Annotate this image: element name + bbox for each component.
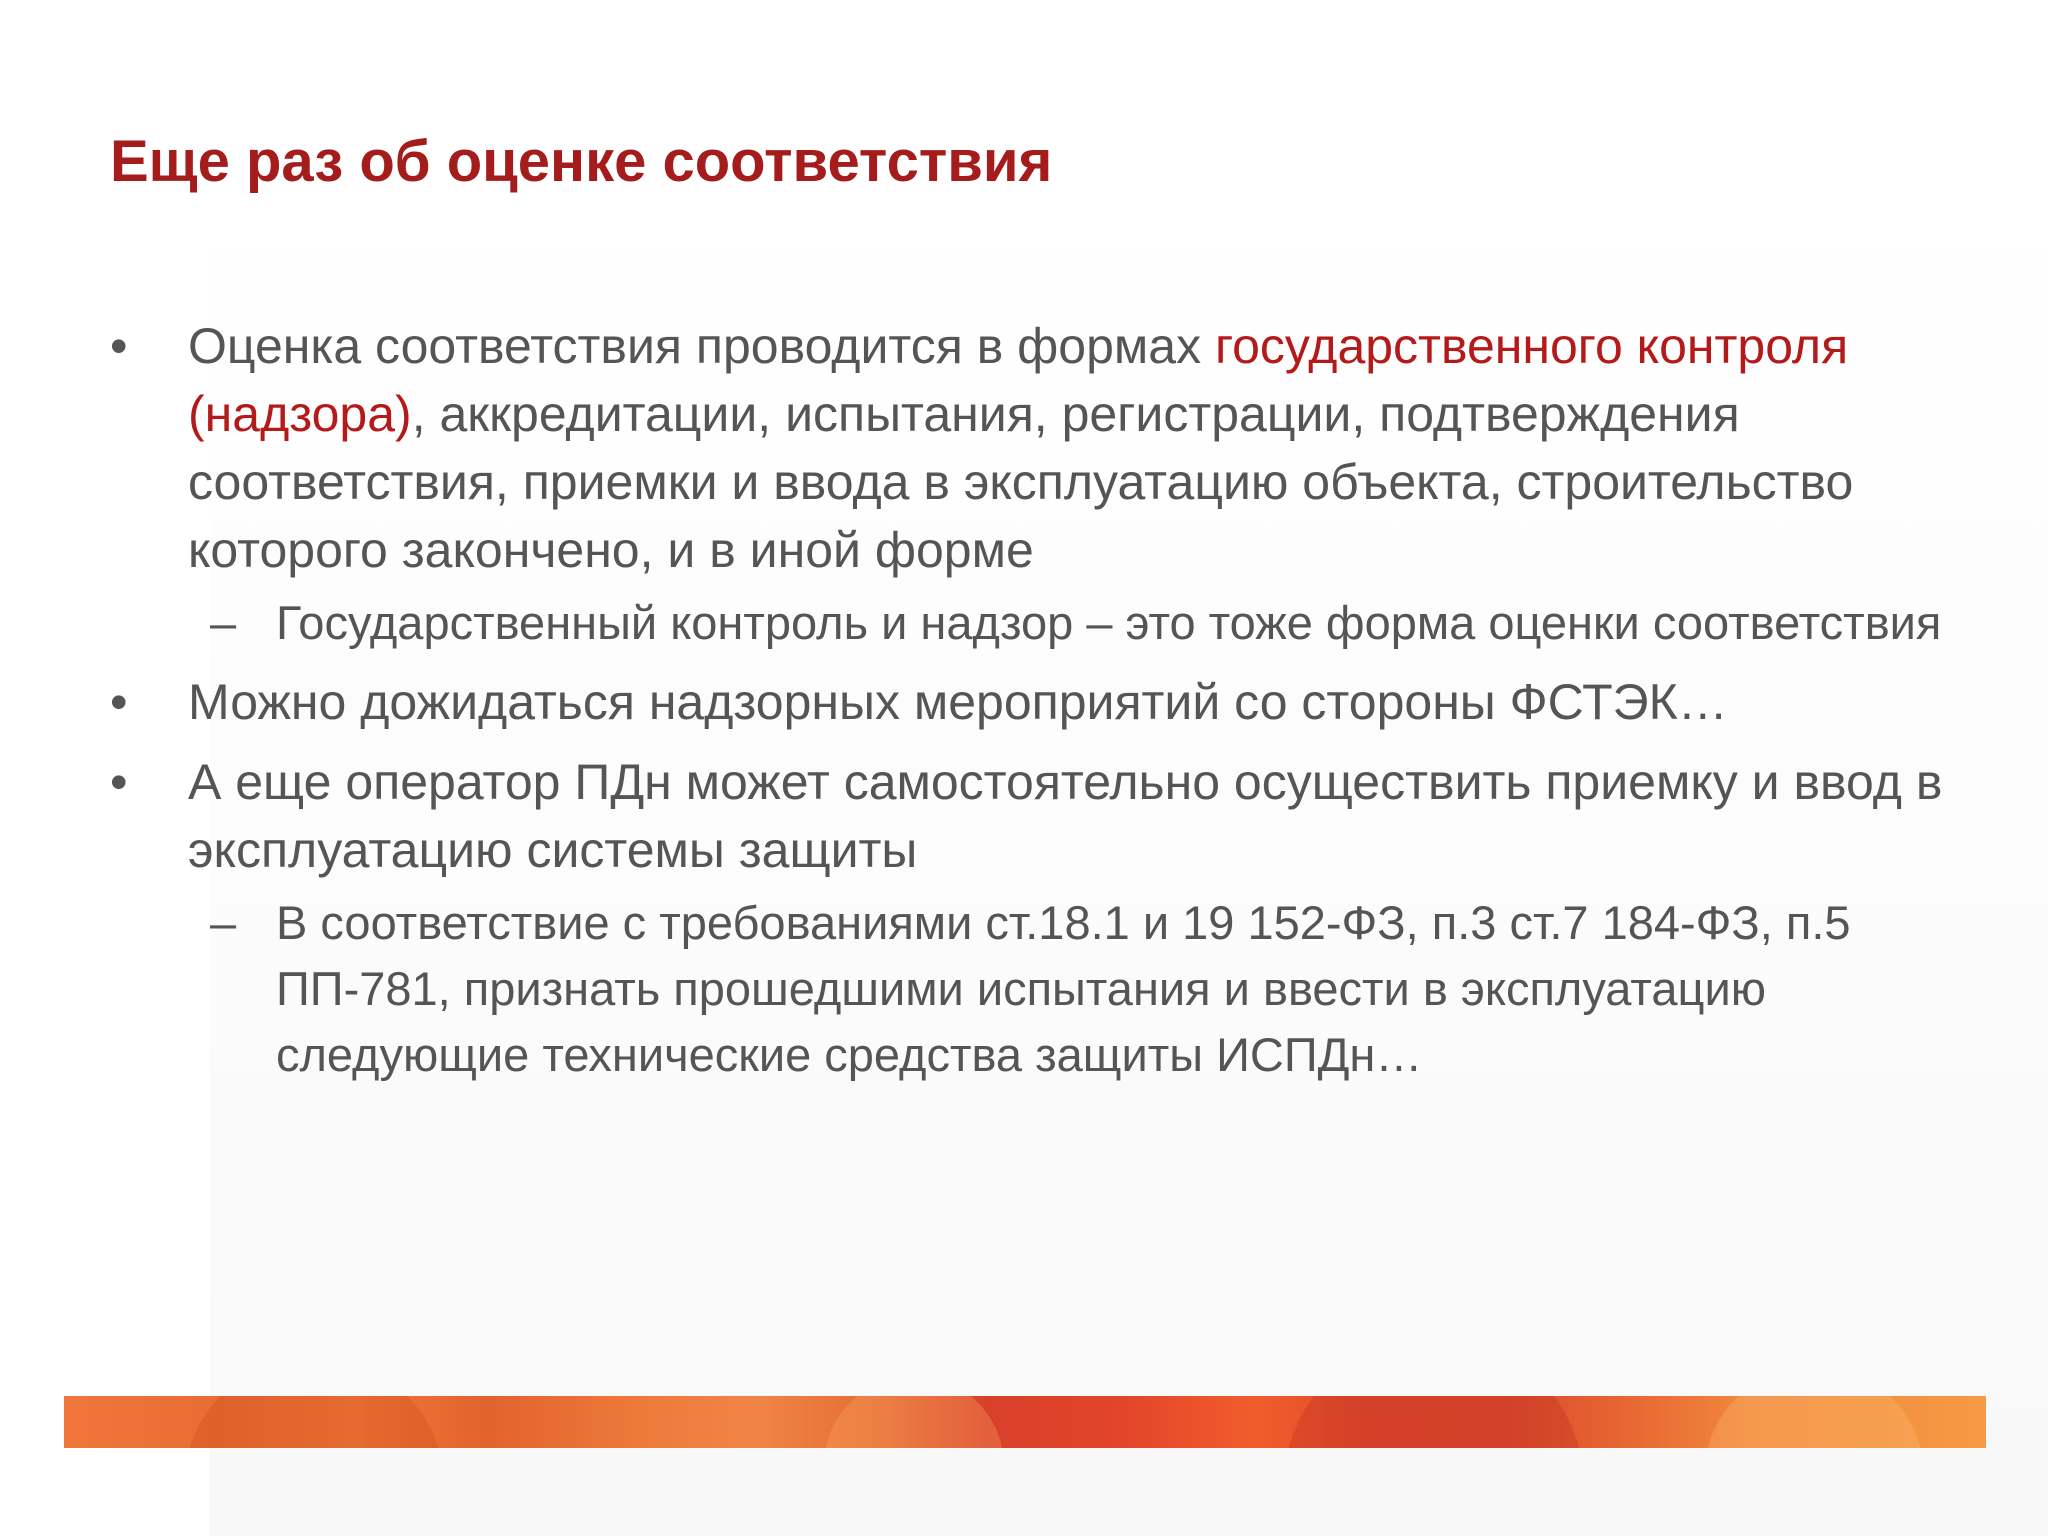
- bullet-item-3: [100, 748, 1980, 884]
- decorative-footer-band: [64, 1396, 1986, 1448]
- bullet-item-1: [100, 312, 1980, 584]
- decorative-circle: [1704, 1396, 1924, 1448]
- sub-marker: –: [210, 596, 237, 649]
- decorative-circle: [1284, 1396, 1584, 1448]
- bullet-text-part2: , аккредитации, испытания, регистрации, подтверждения соответствия, приемки и ввода в эксплуатацию объекта, строительство которого закончено, и в иной форме: [188, 386, 1854, 578]
- slide-title: Еще раз об оценке соответствия: [110, 129, 1053, 194]
- sub-marker: –: [210, 896, 237, 949]
- sub-item-2: [100, 890, 1980, 1088]
- sub-text: Государственный контроль и надзор – это тоже форма оценки соответствия: [276, 596, 1942, 649]
- bullet-text: Можно дожидаться надзорных мероприятий со стороны ФСТЭК…: [188, 674, 1728, 730]
- decorative-circle: [824, 1396, 1004, 1448]
- slide-body: [100, 312, 1980, 1088]
- bullet-text-part1: Оценка соответствия проводится в формах: [188, 318, 1215, 374]
- bullet-marker: •: [110, 674, 128, 730]
- sub-item-1: [100, 590, 1980, 656]
- bullet-item-2: [100, 668, 1980, 736]
- bullet-marker: •: [110, 318, 128, 374]
- bullet-marker: •: [110, 754, 128, 810]
- decorative-circle: [184, 1396, 444, 1448]
- sub-text: В соответствие с требованиями ст.18.1 и 19 152-ФЗ, п.3 ст.7 184-ФЗ, п.5 ПП-781, признать прошедшими испытания и ввести в эксплуатацию следующие технические средства защиты ИСПДн…: [276, 896, 1851, 1081]
- bullet-text: А еще оператор ПДн может самостоятельно осуществить приемку и ввод в эксплуатацию системы защиты: [188, 754, 1943, 878]
- bullet-text-highlight: государственного контроля (надзора): [188, 318, 1849, 442]
